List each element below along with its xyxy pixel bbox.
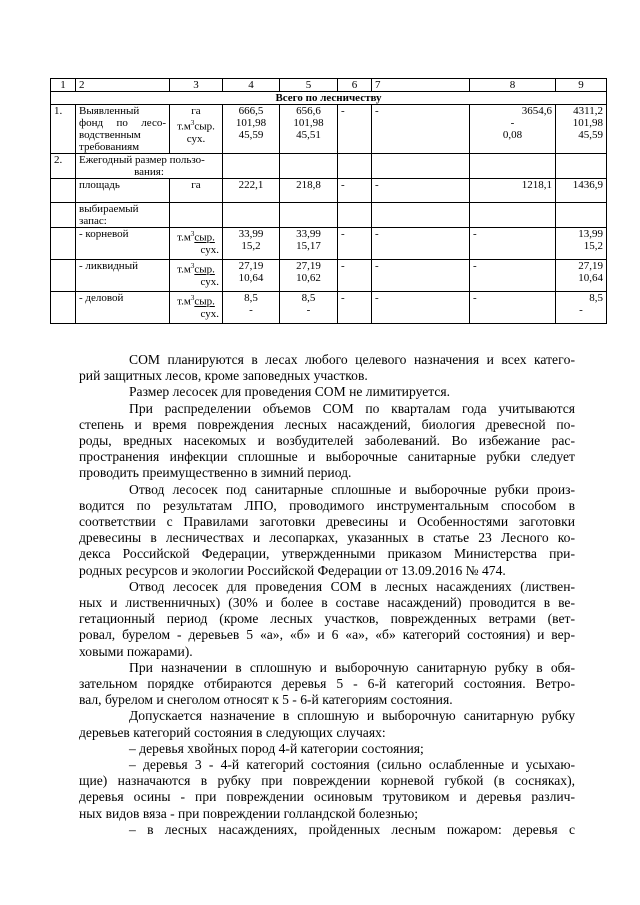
paragraph: СОМ планируются в лесах любого целевого назначения и всех категo- рий защитных лесов, кроме заповедных участков. [79, 352, 575, 384]
total-heading: Всего по лесничеству [51, 92, 607, 105]
cell-value: 8,5 - [556, 292, 607, 324]
row-number: 1. [51, 105, 76, 154]
row-unit: га [170, 179, 223, 203]
table-row [51, 154, 607, 179]
table-row [51, 105, 607, 154]
cell-value: 27,19 10,64 [556, 260, 607, 292]
cell-value: - [470, 260, 556, 292]
cell-value: 656,6 101,98 45,51 [280, 105, 338, 154]
header-cell: 4 [223, 79, 280, 92]
cell-value: 8,5 - [223, 292, 280, 324]
cell-value: - [338, 179, 372, 203]
header-cell: 9 [556, 79, 607, 92]
paragraph: – деревья хвойных пород 4-й категории состояния; [129, 740, 424, 756]
cell-value: 33,99 15,2 [223, 228, 280, 260]
row-number: 2. [51, 154, 76, 179]
row-unit: $т.м^3сыр$. сух. [170, 292, 223, 324]
paragraph: – деревья 3 - 4-й категорий состояния (сильно ослабленные и усыхаю- щие) назначаются в рубку при повреждении корневой губкой (в сосняках), деревья осины - при повреждении осиновым трутовиком и деревья различ- ных видов вяза - при повреждении голландской болезнью; [79, 757, 575, 821]
cell-value: - [372, 260, 470, 292]
row-name: Ежегодный размер пользо- вания: [76, 154, 223, 179]
row-unit: га $т.м^3сыр$. сух. [170, 105, 223, 154]
cell-value: 33,99 15,17 [280, 228, 338, 260]
row-name: - деловой [76, 292, 170, 324]
header-cell: 7 [372, 79, 470, 92]
cell-value: 3654,6 - 0,08 [470, 105, 556, 154]
header-cell: 3 [170, 79, 223, 92]
row-name: Выявленный фонд по лесо- водственным требованиям [76, 105, 170, 154]
table-row [51, 228, 607, 260]
paragraph: Допускается назначение в сплошную и выборочную санитарную рубку деревьев категорий состояния в следующих случаях: [79, 708, 575, 740]
cell-value: - [338, 292, 372, 324]
table-row [51, 203, 607, 228]
paragraph: Отвод лесосек для проведения СОМ в лесных насаждениях (листвен- ных и лиственничных) (30% и более в составе насаждений) проводится в ве- гетационный период (кроме лесных участков, поврежденных ветрами (вет- ровал, бурелом - деревьев 5 «а», «б» и 6 «а», «б» категорий состояния) и вер- ховыми пожарами). [79, 578, 575, 659]
header-cell: 6 [338, 79, 372, 92]
cell-value: 222,1 [223, 179, 280, 203]
row-name: площадь [76, 179, 170, 203]
header-cell: 1 [51, 79, 76, 92]
cell-value: - [372, 105, 470, 154]
table-row [51, 179, 607, 203]
cell-value: - [372, 292, 470, 324]
cell-value: 27,19 10,64 [223, 260, 280, 292]
cell-value: - [372, 179, 470, 203]
header-cell: 5 [280, 79, 338, 92]
row-unit: $т.м^3сыр$. сух. [170, 228, 223, 260]
row-name: - корневой [76, 228, 170, 260]
cell-value: - [338, 105, 372, 154]
row-name: выбираемый запас: [76, 203, 170, 228]
table-row [51, 260, 607, 292]
cell-value: - [372, 228, 470, 260]
header-cell: 2 [76, 79, 170, 92]
cell-value: - [470, 292, 556, 324]
paragraph: При распределении объемов СОМ по кварталам года учитываются степень и время повреждения лесных насаждений, биология древесной по- роды, вредных насекомых и возбудителей заболеваний. Во избежание рас- пространения инфекции сплошные и выборочные санитарные рубки следует проводить преимущественно в зимний период. [79, 400, 575, 481]
cell-value: 4311,2 101,98 45,59 [556, 105, 607, 154]
paragraph: Отвод лесосек под санитарные сплошные и выборочные рубки произ- водится по результатам ЛПО, проводимого инструментальным способом в соответствии с Правилами заготовки древесины и Особенностями заготовки древесины в лесничествах и лесопарках, указанных в статье 23 Лесного ко- декса Российской Федерации, утвержденными приказом Министерства при- родных ресурсов и экологии Российской Федерации от 13.09.2016 № 474. [79, 481, 575, 578]
cell-value: 27,19 10,62 [280, 260, 338, 292]
cell-value: - [338, 228, 372, 260]
table-header-row [51, 79, 607, 92]
cell-value: - [338, 260, 372, 292]
paragraph: При назначении в сплошную и выборочную санитарную рубку в обя- зательном порядке отбираются деревья 5 - 6-й категорий состояния. Ветро- вал, бурелом и снеголом относят к 5 - 6-й категориям состояния. [79, 659, 575, 708]
cell-value: 1218,1 [470, 179, 556, 203]
paragraph: – в лесных насаждениях, пройденных лесным пожаром: деревья с [129, 821, 575, 837]
cell-value: 8,5 - [280, 292, 338, 324]
cell-value: 1436,9 [556, 179, 607, 203]
paragraph: Размер лесосек для проведения СОМ не лимитируется. [129, 384, 451, 400]
cell-value: - [470, 228, 556, 260]
header-cell: 8 [470, 79, 556, 92]
row-name: - ликвидный [76, 260, 170, 292]
row-unit: $т.м^3сыр$. сух. [170, 260, 223, 292]
forest-use-table [50, 78, 607, 324]
cell-value: 218,8 [280, 179, 338, 203]
body-text [79, 352, 575, 838]
cell-value: 13,99 15,2 [556, 228, 607, 260]
table-row [51, 292, 607, 324]
cell-value: 666,5 101,98 45,59 [223, 105, 280, 154]
table-total-row [51, 92, 607, 105]
